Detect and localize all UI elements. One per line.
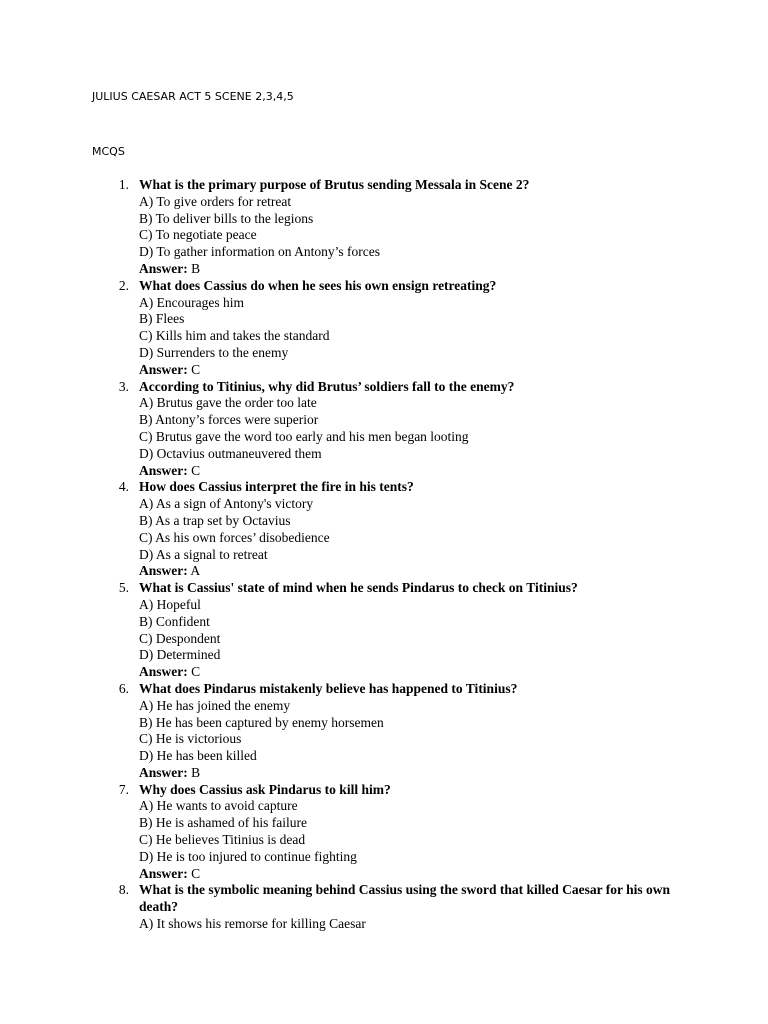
question-number: 3. [118,378,129,394]
answer-line [139,866,710,883]
answer-line [139,463,710,480]
answer-option: B) To deliver bills to the legions [139,210,314,226]
answer-label: Answer: [139,664,188,680]
answer-option: A) To give orders for retreat [139,193,292,209]
answer-label: Answer: [139,260,188,276]
answer-option: B) He has been captured by enemy horsemen [139,714,384,730]
question-item [110,882,710,932]
answer-option: B) Confident [139,613,210,629]
question-number: 2. [118,277,129,293]
answer-option: C) Despondent [139,630,221,646]
answer-label: Answer: [139,361,188,377]
question-text: What is the symbolic meaning behind Cassius using the sword that killed Caesar for his own death? [139,882,670,915]
answer-line [139,765,710,782]
answer-option: C) He is victorious [139,731,242,747]
answer-option: A) He has joined the enemy [139,697,291,713]
answer-label: Answer: [139,865,188,881]
question-text: According to Titinius, why did Brutus’ soldiers fall to the enemy? [139,378,515,394]
answer-value: C [191,361,201,377]
answer-line [139,664,710,681]
question-text: What does Pindarus mistakenly believe has happened to Titinius? [139,680,518,696]
answer-option: C) As his own forces’ disobedience [139,529,330,545]
answer-option: D) He has been killed [139,748,257,764]
answer-option: D) Octavius outmaneuvered them [139,445,322,461]
answer-value: C [191,865,201,881]
answer-option: D) To gather information on Antony’s forces [139,244,381,260]
answer-option: D) Surrenders to the enemy [139,344,289,360]
answer-option: A) He wants to avoid capture [139,798,298,814]
answer-option: B) As a trap set by Octavius [139,512,291,528]
answer-line [139,362,710,379]
answer-label: Answer: [139,462,188,478]
answer-value: B [191,764,201,780]
question-item [110,782,710,883]
answer-option: A) Brutus gave the order too late [139,395,317,411]
answer-option: A) As a sign of Antony's victory [139,496,314,512]
answer-option: C) He believes Titinius is dead [139,832,306,848]
answer-label: Answer: [139,563,188,579]
answer-line [139,563,710,580]
question-number: 4. [118,479,129,495]
answer-line [139,261,710,278]
answer-value: A [190,563,201,579]
answer-label: Answer: [139,764,188,780]
section-label: MCQS [92,145,125,158]
answer-option: C) Kills him and takes the standard [139,328,330,344]
answer-option: A) Encourages him [139,294,244,310]
answer-value: B [191,260,201,276]
answer-value: C [191,664,201,680]
answer-option: D) He is too injured to continue fighting [139,848,357,864]
question-number: 6. [118,680,129,696]
question-text: How does Cassius interpret the fire in his tents? [139,479,414,495]
answer-option: B) Flees [139,311,185,327]
question-text: What is Cassius' state of mind when he sends Pindarus to check on Titinius? [139,580,578,596]
question-text: What is the primary purpose of Brutus sending Messala in Scene 2? [139,177,530,192]
answer-option: B) He is ashamed of his failure [139,815,307,831]
question-text: Why does Cassius ask Pindarus to kill him? [139,781,391,797]
question-number: 5. [118,580,129,596]
question-number: 7. [118,781,129,797]
question-number: 8. [118,882,129,898]
question-list [110,177,710,933]
question-text: What does Cassius do when he sees his own ensign retreating? [139,277,497,293]
question-number: 1. [118,177,129,192]
answer-option: D) As a signal to retreat [139,546,268,562]
answer-option: A) Hopeful [139,596,201,612]
question-item [110,379,710,480]
question-item [110,278,710,379]
answer-option: D) Determined [139,647,221,663]
question-item [110,580,710,681]
answer-value: C [191,462,201,478]
question-item [110,177,710,278]
answer-option: A) It shows his remorse for killing Caesar [139,916,366,932]
document-title: JULIUS CAESAR ACT 5 SCENE 2,3,4,5 [92,90,294,103]
question-item [110,681,710,782]
answer-option: B) Antony’s forces were superior [139,412,319,428]
answer-option: C) To negotiate peace [139,227,257,243]
answer-option: C) Brutus gave the word too early and his men began looting [139,428,469,444]
question-item [110,479,710,580]
